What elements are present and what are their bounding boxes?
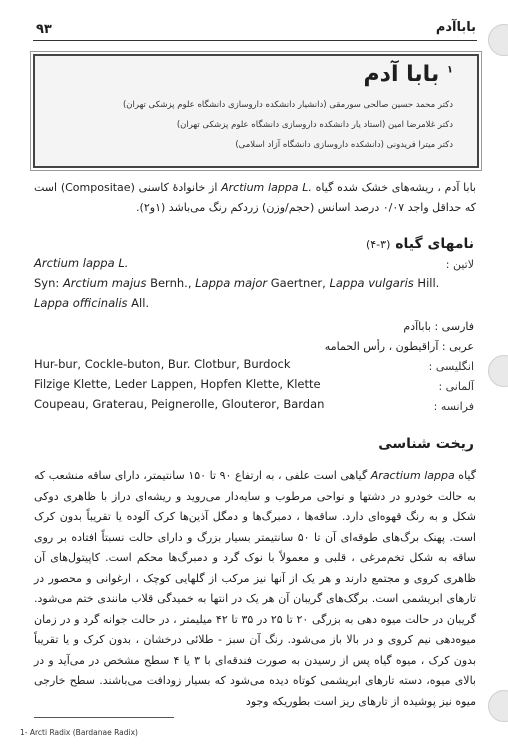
page-header bbox=[36, 18, 476, 40]
binder-hole bbox=[488, 24, 508, 56]
title-footnote-mark: ۱ bbox=[446, 64, 453, 76]
running-title: باباآدم bbox=[435, 20, 476, 35]
title-frame bbox=[33, 54, 479, 168]
synonyms-line: Syn: Arctium majus Bernh., Lappa major Gaertner, Lappa vulgaris Hill. bbox=[34, 276, 440, 290]
binder-hole bbox=[488, 690, 508, 722]
english-names: Hur-bur, Cockle-buton, Bur. Clotbur, Burdock bbox=[34, 357, 291, 371]
latin-name: Arctium lappa L. bbox=[221, 181, 312, 194]
intro-paragraph: بابا آدم ، ریشه‌های خشک شده گیاه Arctium lappa L. از خانوادهٔ کاسنی (Compositae) است که حداقل واجد ۰/۰۷ درصد اسانس (حجم/وزن) زردکم رنگ می‌باشد (۱و۲). bbox=[34, 181, 476, 214]
binder-hole bbox=[488, 355, 508, 387]
english-label: انگلیسی : bbox=[428, 360, 474, 373]
french-label: فرانسه : bbox=[433, 400, 474, 413]
footnote: 1- Arcti Radix (Bardanae Radix) bbox=[20, 728, 138, 737]
latin-binomial: Arctium lappa L. bbox=[34, 256, 129, 270]
author-line: دکتر محمد حسین صالحی سورمقی (دانشیار دانشکده داروسازی دانشگاه علوم پزشکی تهران) bbox=[122, 100, 453, 110]
family-name: (Compositae) bbox=[60, 181, 135, 194]
monograph-title: $^۱$ بابا آدم bbox=[363, 62, 453, 87]
arabic-name: عربی : آراقیطون ، رأس الحمامه bbox=[324, 340, 474, 353]
german-label: آلمانی : bbox=[438, 380, 474, 393]
header-rule bbox=[33, 40, 477, 41]
author-line: دکتر میترا فریدونی (دانشکده داروسازی دانشگاه آزاد اسلامی) bbox=[235, 140, 453, 150]
page-number: ۹۳ bbox=[36, 22, 52, 37]
section-heading-morphology: ریخت شناسی bbox=[378, 436, 474, 452]
footnote-rule bbox=[34, 717, 174, 718]
persian-name: فارسی : باباآدم bbox=[403, 320, 474, 333]
latin-label: لاتین : bbox=[445, 258, 474, 271]
german-names: Filzige Klette, Leder Lappen, Hopfen Klette, Klette bbox=[34, 377, 321, 391]
synonyms-line: Lappa officinalis All. bbox=[34, 296, 150, 310]
morphology-paragraph: گیاه Aractium lappa گیاهی است علفی ، به ارتفاع ۹۰ تا ۱۵۰ سانتیمتر، دارای ساقه منشعب که به حالت خودرو در دشتها و نواحی مرطوب و سایه‌دار می‌روید و ریشه‌ای دراز با ظاهری دوکی شکل و به رنگ قهوه‌ای دارد. ساقه‌ها ، دمبرگ‌ها و دمگل آذین‌ها کرک آلوده یا تقریباً بدون کرک است. پهنک برگ‌های طوقه‌ای آن تا ۵۰ سانتیمتر بسیار بزرگ و دارای حالت نسبتاً افتاده بر روی ساقه به شکل تخم‌مرغی ، قلبی و معمولاً با نوک گرد و دمبرگ‌ها محکم است. کاپیتول‌های آن ظاهری کروی و مجتمع دارند و هر یک از آنها نیز مرکب از گلهایی کوچک ، ارغوانی و محصور در تارهای ابریشمی است. برگک‌های گریبان آن هر یک در انتها به خمیدگی قلاب مانندی ختم می‌شود. گریبان در حالت میوه دهی به بزرگی ۲۰ تا ۲۵ در ۳۵ تا ۴۲ میلیمتر ، در حالت جوانه گرد و در زمان میوه‌دهی نیم کروی و در بالا باز می‌شود. رنگ آن سبز - طلائی درخشان ، بدون کرک و یا تقریباً بدون کرک ، میوه گیاه پس از رسیدن به صورت فندقه‌ای با ۳ یا ۴ سطح مشخص در می‌آید و در بالای میوه، دسته تارهای ابریشمی کوتاه دیده می‌شود که بسیار زودافت می‌باشند. سطح خارجی میوه نیز پوشیده از تارهای ریز است بطوریکه وجود bbox=[34, 469, 477, 708]
french-names: Coupeau, Graterau, Peignerolle, Glouteror, Bardan bbox=[34, 397, 325, 411]
latin-name: Aractium lappa bbox=[370, 469, 455, 482]
author-line: دکتر غلامرضا امین (استاد یار دانشکده داروسازی دانشگاه علوم پزشکی تهران) bbox=[176, 120, 453, 130]
section-heading-names: نامهای گیاه (۳-۴) bbox=[365, 236, 474, 252]
